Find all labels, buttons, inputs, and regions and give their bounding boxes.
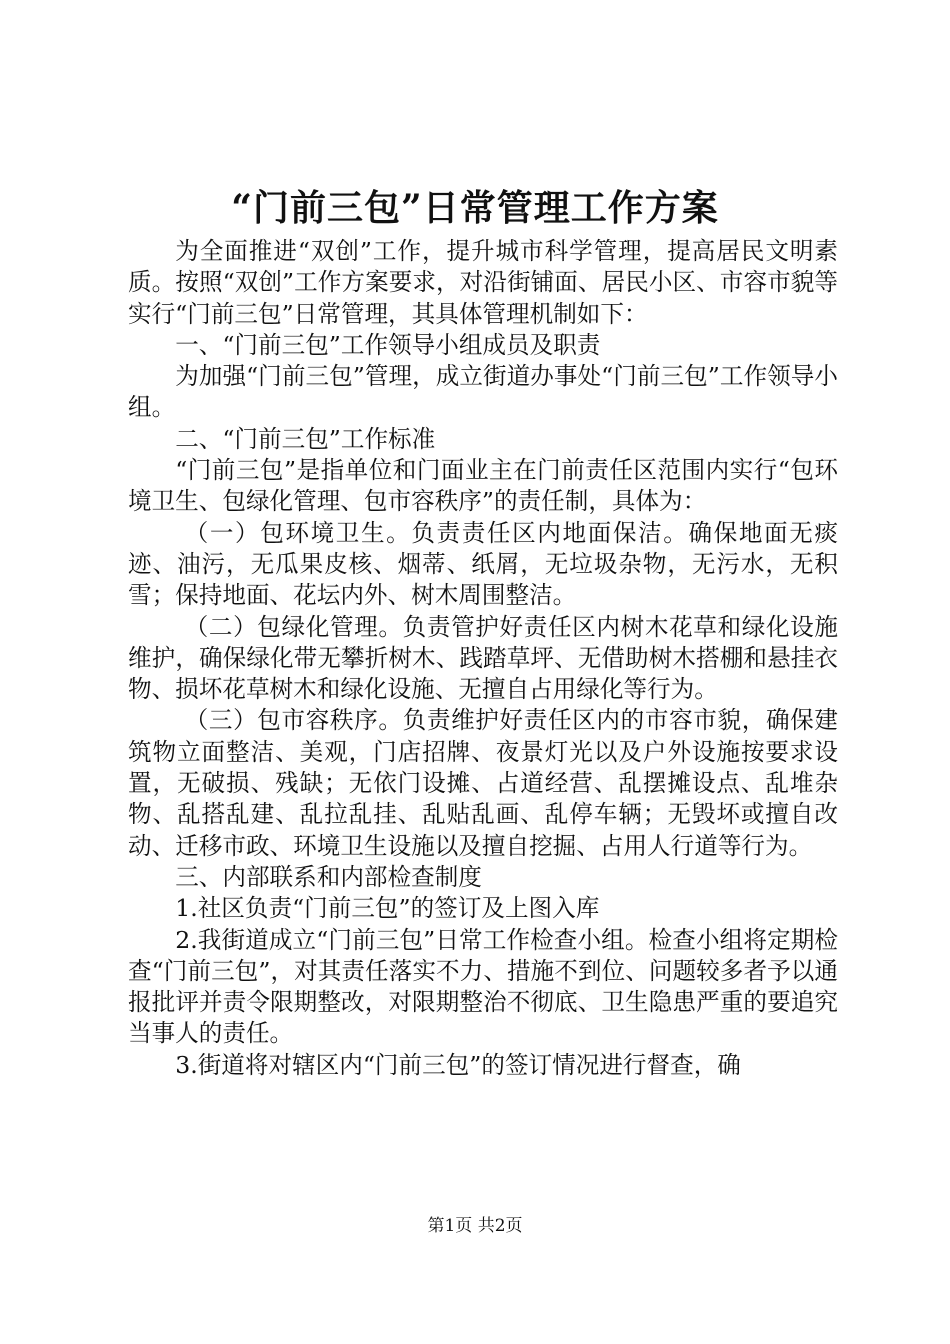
section-heading-2: 二、“门前三包”工作标准 — [175, 424, 436, 453]
paragraph-item-3: （三）包市容秩序。负责维护好责任区内的市容市貌，确保建筑物立面整洁、美观，门店招牌、夜景灯光以及户外设施按要求设置，无破损、残缺；无依门设摊、占道经营、乱摆摊设点、乱堆杂物、乱搭乱建、乱拉乱挂、乱贴乱画、乱停车辆；无毁坏或擅自改动、迁移市政、环境卫生设施以及擅自挖掘、占用人行道等行为。 — [128, 706, 838, 860]
paragraph-intro: 为全面推进“双创”工作，提升城市科学管理，提高居民文明素质。按照“双创”工作方案要求，对沿街铺面、居民小区、市容市貌等实行“门前三包”日常管理，其具体管理机制如下： — [128, 237, 838, 328]
paragraph-item-1: （一）包环境卫生。负责责任区内地面保洁。确保地面无痰迹、油污，无瓜果皮核、烟蒂、纸屑，无垃圾杂物，无污水，无积雪；保持地面、花坛内外、树木周围整洁。 — [128, 518, 838, 610]
document-title: “门前三包”日常管理工作方案 — [231, 187, 719, 229]
paragraph-item-2: （二）包绿化管理。负责管护好责任区内树木花草和绿化设施维护，确保绿化带无攀折树木、践踏草坪、无借助树木搭棚和悬挂衣物、损坏花草树木和绿化设施、无擅自占用绿化等行为。 — [128, 612, 838, 704]
section-heading-1: 一、“门前三包”工作领导小组成员及职责 — [175, 330, 601, 359]
paragraph-numbered-3: 3.街道将对辖区内“门前三包”的签订情况进行督查，确 — [175, 1050, 741, 1079]
paragraph-numbered-1: 1.社区负责“门前三包”的签订及上图入库 — [175, 894, 600, 923]
paragraph-numbered-2: 2.我街道成立“门前三包”日常工作检查小组。检查小组将定期检查“门前三包”，对其责任落实不力、措施不到位、问题较多者予以通报批评并责令限期整改，对限期整治不彻底、卫生隐患严重的要追究当事人的责任。 — [128, 925, 838, 1048]
paragraph: 为加强“门前三包”管理，成立街道办事处“门前三包”工作领导小组。 — [128, 362, 838, 422]
document-body — [128, 236, 838, 1081]
section-heading-3: 三、内部联系和内部检查制度 — [175, 862, 482, 891]
page-footer: 第1页 共2页 — [427, 1216, 523, 1236]
paragraph: “门前三包”是指单位和门面业主在门前责任区范围内实行“包环境卫生、包绿化管理、包市容秩序”的责任制，具体为： — [128, 456, 838, 516]
